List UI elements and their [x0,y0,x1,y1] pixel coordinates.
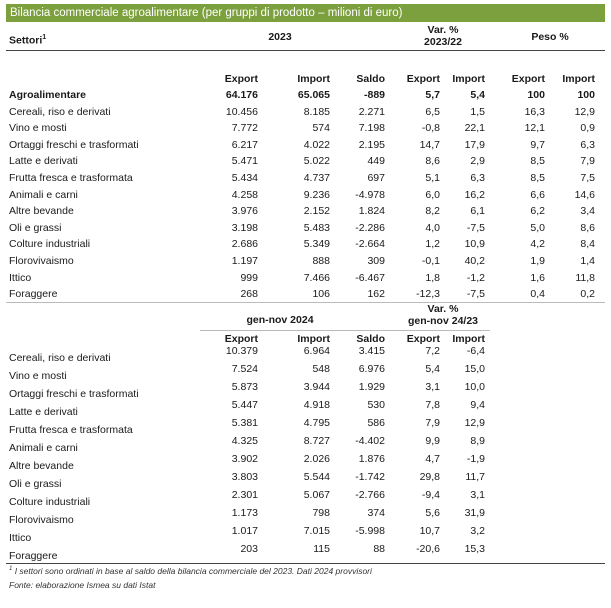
col-header-import: Import [297,73,330,85]
table-row-label: Cereali, riso e derivati [9,105,111,118]
table-row-saldo: 1.929 [358,381,385,393]
table-row-import: 7.466 [303,271,330,284]
table-row-export: 5.447 [231,399,258,411]
table-row-peso_exp: 12,1 [524,122,545,135]
table-row-export: 999 [240,271,258,284]
table-row-export: 7.772 [231,122,258,135]
col-header-var-export: Export [406,73,440,85]
table-row-var_imp: -6,4 [466,345,485,357]
table-row-var_exp: -9,4 [421,489,440,501]
table-row-peso_imp: 0,2 [580,288,595,301]
table-row-var_imp: 6,3 [470,172,485,184]
table-row-import: 5.022 [303,155,330,168]
total-row-saldo: -889 [363,89,385,101]
table-row-label: Florovivaismo [9,514,74,526]
table-row-import: 6.964 [303,345,330,357]
table-row-import: 4.022 [303,138,330,151]
table-row-var_imp: 40,2 [464,255,485,267]
table-row-var_imp: 6,1 [470,205,485,218]
table-row-saldo: 374 [367,507,385,519]
col2-header-var-export: Export [406,333,440,345]
table-row-var_imp: 16,2 [464,188,485,201]
table-row-peso_exp: 6,6 [530,188,545,201]
table-row-var_imp: 31,9 [464,507,485,519]
table-row-label: Frutta fresca e trasformata [9,424,133,436]
table-row-saldo: 6.976 [358,363,385,375]
table-row-saldo: -5.998 [355,525,385,537]
table-row-var_exp: 4,0 [425,221,440,234]
table-row-peso_exp: 8,5 [530,155,545,168]
table-row-var_exp: 7,8 [425,399,440,411]
table-row-label: Frutta fresca e trasformata [9,172,133,184]
table-row-var_exp: 8,2 [425,205,440,218]
header-year: 2023 [268,31,292,43]
table-row-var_exp: 7,2 [425,345,440,357]
table-row-var_imp: 9,4 [470,399,485,411]
table-row-label: Colture industriali [9,238,91,251]
table-row-var_exp: -12,3 [416,288,440,301]
table-row-label: Ittico [9,271,32,284]
header-var-line2: 2023/22 [424,36,462,48]
table-row-label: Cereali, riso e derivati [9,352,111,364]
table-row-saldo: 309 [367,255,385,267]
col2-header-export: Export [224,333,258,345]
table-row-saldo: -4.402 [355,435,385,447]
table-row-var_imp: 17,9 [464,138,485,151]
table-row-var_imp: 12,9 [464,417,485,429]
col2-header-saldo: Saldo [356,333,385,345]
table-row-label: Oli e grassi [9,221,62,234]
table-row-saldo: 162 [367,288,385,301]
table-row-peso_imp: 1,4 [580,255,595,267]
table-row-saldo: -6.467 [355,271,385,284]
table-row-label: Ortaggi freschi e trasformati [9,138,139,151]
table-row-var_imp: 8,9 [470,435,485,447]
table-row-label: Oli e grassi [9,478,62,490]
table-row-label: Florovivaismo [9,255,74,267]
table-row-var_exp: 8,6 [425,155,440,168]
table-row-export: 4.258 [231,188,258,201]
table-row-export: 10.456 [225,105,258,118]
section2-var-line1: Var. % [427,303,459,315]
table-row-import: 7.015 [303,525,330,537]
table-row-import: 2.026 [303,453,330,465]
table-row-saldo: -1.742 [355,471,385,483]
table-row-saldo: 1.824 [358,205,385,218]
table-row-import: 5.349 [303,238,330,251]
table-row-label: Ortaggi freschi e trasformati [9,388,139,400]
table-row-label: Latte e derivati [9,155,78,168]
table-row-label: Ittico [9,532,32,544]
total-row-export: 64.176 [225,89,258,101]
table-row-import: 9.236 [303,188,330,201]
table-row-var_exp: -20,6 [416,543,440,555]
header-rule [6,50,605,51]
section-divider [6,302,605,303]
table-row-saldo: 586 [367,417,385,429]
table-row-export: 5.873 [231,381,258,393]
table-row-var_imp: 3,2 [470,525,485,537]
table-row-export: 3.976 [231,205,258,218]
table-row-export: 4.325 [231,435,258,447]
table-row-peso_exp: 1,6 [530,271,545,284]
col-header-peso-import: Import [562,73,595,85]
table-row-import: 548 [312,363,330,375]
table-row-var_exp: 6,5 [425,105,440,118]
table-row-var_imp: 3,1 [470,489,485,501]
footnote: $^1$ I settori sono ordinati in base al saldo della bilancia commerciale del 2023. Dati 2024 provvisori [9,566,372,576]
table-row-peso_imp: 12,9 [574,105,595,118]
table-row-var_exp: 9,9 [425,435,440,447]
table-row-import: 888 [312,255,330,267]
table-row-saldo: 697 [367,172,385,184]
header-settori: Settori$^1$ [9,34,47,47]
total-row-var_imp: 5,4 [470,89,485,101]
table-row-peso_exp: 16,3 [524,105,545,118]
table-row-var_exp: 5,1 [425,172,440,184]
col-header-peso-export: Export [511,73,545,85]
total-row-peso_imp: 100 [577,89,595,101]
table-row-var_exp: -0,1 [421,255,440,267]
table-row-var_exp: 4,7 [425,453,440,465]
table-row-peso_imp: 6,3 [580,138,595,151]
table-row-peso_exp: 9,7 [530,138,545,151]
table-row-var_exp: 3,1 [425,381,440,393]
table-row-peso_imp: 7,9 [580,155,595,168]
table-row-saldo: 530 [367,399,385,411]
table-row-export: 3.902 [231,453,258,465]
col2-header-import: Import [297,333,330,345]
table-row-import: 8.185 [303,105,330,118]
table-row-var_exp: 5,6 [425,507,440,519]
table-row-import: 3.944 [303,381,330,393]
table-row-peso_imp: 7,5 [580,172,595,184]
table-row-var_exp: 7,9 [425,417,440,429]
table-row-var_imp: -1,9 [466,453,485,465]
table-row-export: 1.017 [231,525,258,537]
table-row-import: 8.727 [303,435,330,447]
table-row-label: Animali e carni [9,188,78,201]
table-row-peso_imp: 11,8 [575,271,595,284]
table-row-export: 2.301 [231,489,258,501]
table-row-import: 2.152 [303,205,330,218]
table-row-export: 6.217 [231,138,258,151]
table-row-export: 203 [240,543,258,555]
table-row-import: 5.544 [303,471,330,483]
table-row-label: Foraggere [9,288,58,301]
table-row-var_exp: 1,2 [425,238,440,251]
table-row-import: 798 [312,507,330,519]
section2-header-rule [200,330,490,331]
table-row-export: 5.471 [231,155,258,168]
table-row-label: Altre bevande [9,460,74,472]
table-row-peso_exp: 8,5 [530,172,545,184]
table-row-label: Latte e derivati [9,406,78,418]
table-row-saldo: 7.198 [358,122,385,135]
table-row-saldo: 2.271 [358,105,385,118]
table-row-import: 106 [312,288,330,301]
table-row-var_imp: 22,1 [464,122,485,135]
table-row-var_exp: 6,0 [425,188,440,201]
table-row-label: Vino e mosti [9,122,67,135]
table-row-var_imp: 15,3 [464,543,485,555]
table-row-label: Foraggere [9,550,58,562]
table-row-peso_exp: 5,0 [530,221,545,234]
table-row-import: 5.483 [303,221,330,234]
table-row-saldo: 1.876 [358,453,385,465]
table-row-saldo: -2.664 [355,238,385,251]
table-row-saldo: 449 [367,155,385,168]
table-row-label: Altre bevande [9,205,74,218]
table-title: Bilancia commerciale agroalimentare (per gruppi di prodotto – milioni di euro) [6,4,605,22]
table-row-export: 7.524 [231,363,258,375]
col-header-export: Export [224,73,258,85]
col-header-var-import: Import [452,73,485,85]
table-row-peso_imp: 0,9 [580,122,595,135]
table-row-peso_imp: 8,4 [580,238,595,251]
table-row-var_exp: 10,7 [419,525,440,537]
table-row-export: 3.803 [231,471,258,483]
table-row-saldo: 3.415 [358,345,385,357]
table-row-import: 574 [312,122,330,135]
table-row-var_imp: -7,5 [466,221,485,234]
table-row-var_exp: 5,4 [425,363,440,375]
table-row-peso_imp: 3,4 [580,205,595,218]
table-row-var_imp: 1,5 [470,105,485,118]
table-row-export: 3.198 [231,221,258,234]
table-row-label: Colture industriali [9,496,91,508]
table-row-export: 1.173 [231,507,258,519]
footer-rule [6,563,605,564]
table-row-export: 268 [240,288,258,301]
table-row-export: 5.381 [231,417,258,429]
table-row-peso_exp: 0,4 [530,288,545,301]
table-row-var_imp: 10,9 [464,238,485,251]
table-row-var_imp: 15,0 [464,363,485,375]
table-row-saldo: -4.978 [355,188,385,201]
source-note: Fonte: elaborazione Ismea su dati Istat [9,580,156,590]
total-row-import: 65.065 [297,89,330,101]
table-row-export: 2.686 [231,238,258,251]
table-row-var_imp: -7,5 [466,288,485,301]
table-row-var_exp: 1,8 [425,271,440,284]
table-row-var_imp: 10,0 [464,381,485,393]
table-row-peso_exp: 1,9 [530,255,545,267]
section2-var-line2: gen-nov 24/23 [407,315,479,327]
table-row-peso_exp: 4,2 [530,238,545,251]
table-row-saldo: 88 [373,543,385,555]
table-row-var_imp: 2,9 [470,155,485,168]
table-row-peso_imp: 14,6 [574,188,595,201]
table-row-import: 4.737 [303,172,330,184]
table-row-import: 115 [313,543,330,555]
total-row-peso_exp: 100 [527,89,545,101]
col2-header-var-import: Import [452,333,485,345]
header-var-line1: Var. % [427,24,459,36]
table-row-import: 5.067 [303,489,330,501]
table-row-var_exp: 29,8 [419,471,440,483]
table-row-var_exp: -0,8 [421,122,440,135]
section2-period: gen-nov 2024 [246,314,314,326]
table-row-peso_exp: 6,2 [530,205,545,218]
total-row-label: Agroalimentare [9,89,87,101]
table-row-peso_imp: 8,6 [580,221,595,234]
header-peso: Peso % [531,31,569,43]
col-header-saldo: Saldo [356,73,385,85]
table-row-var_exp: 14,7 [419,138,440,151]
table-row-saldo: -2.766 [355,489,385,501]
table-row-var_imp: 11,7 [465,471,485,483]
total-row-var_exp: 5,7 [425,89,440,101]
table-row-var_imp: -1,2 [466,271,485,284]
table-row-saldo: 2.195 [358,138,385,151]
table-row-export: 1.197 [231,255,258,267]
table-row-import: 4.918 [303,399,330,411]
table-row-export: 5.434 [231,172,258,184]
table-row-label: Vino e mosti [9,370,67,382]
table-row-export: 10.379 [225,345,258,357]
table-row-label: Animali e carni [9,442,78,454]
table-row-import: 4.795 [303,417,330,429]
table-row-saldo: -2.286 [355,221,385,234]
